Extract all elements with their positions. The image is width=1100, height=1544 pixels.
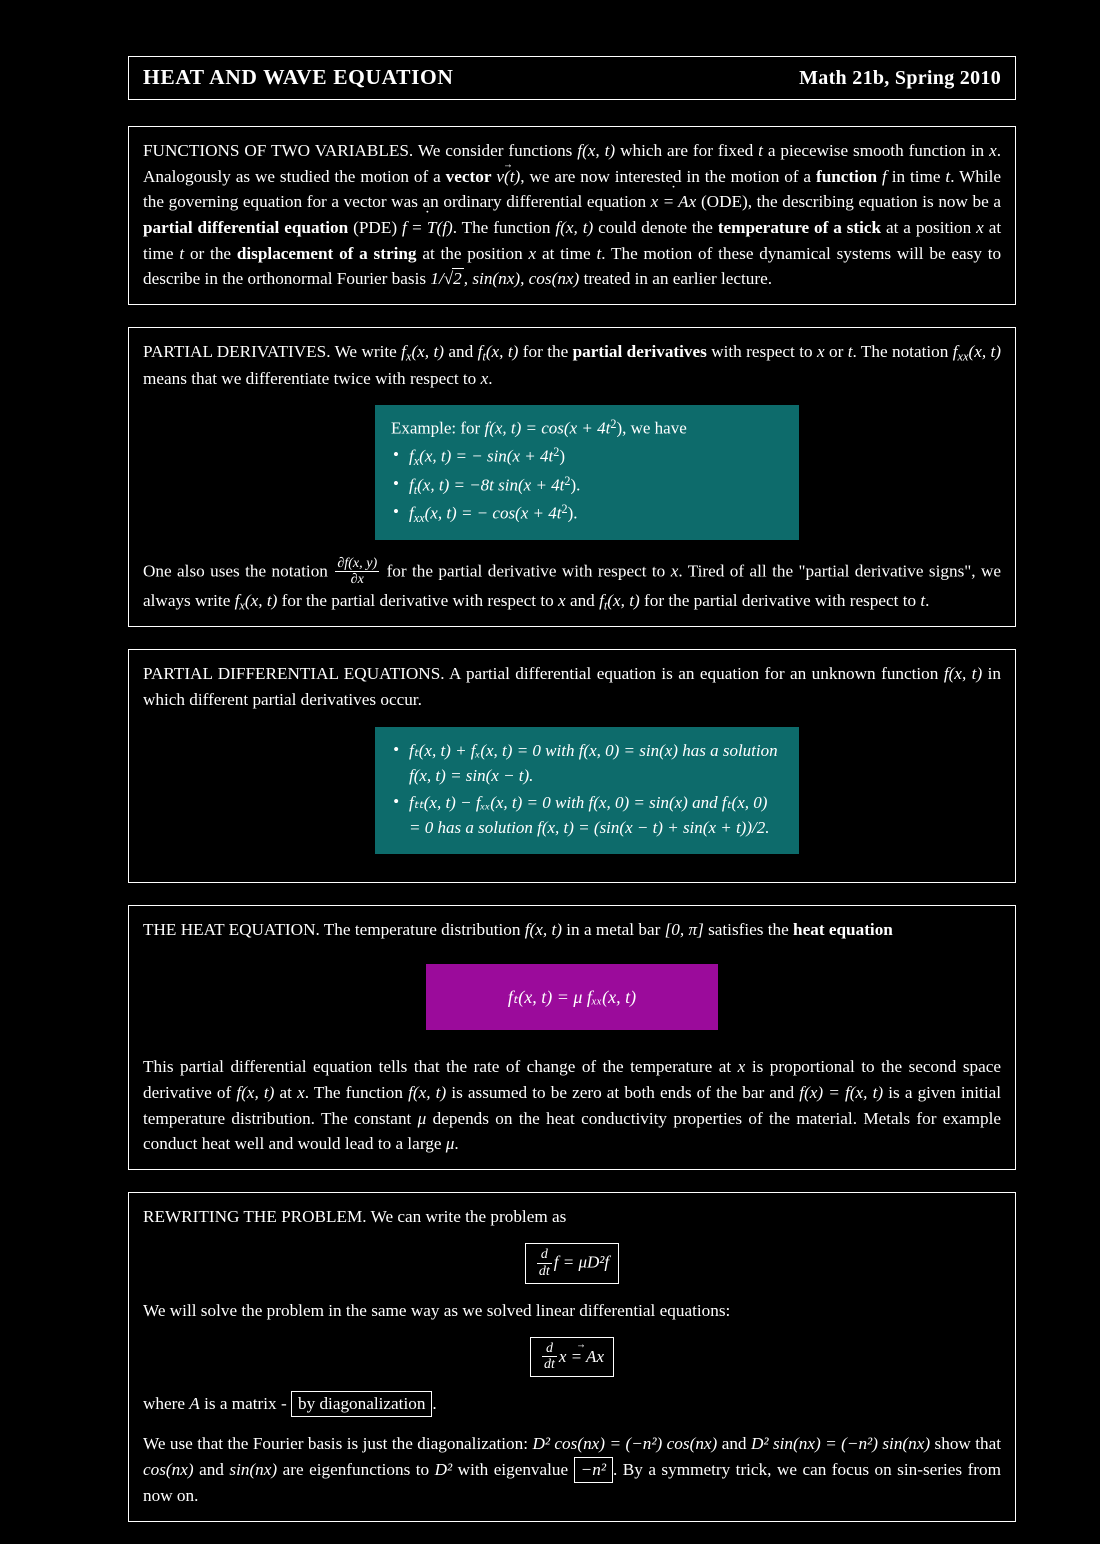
math: f xyxy=(409,446,414,466)
text: where xyxy=(143,1394,185,1414)
math: f xyxy=(599,590,604,610)
math: f xyxy=(409,503,414,523)
section-rewriting-the-problem xyxy=(128,1192,1016,1522)
math: f(x, t) xyxy=(943,664,983,684)
math: D² sin(nx) = (−n²) sin(nx) xyxy=(750,1434,931,1454)
math: μ xyxy=(445,1134,455,1154)
math: (x, t) xyxy=(244,590,278,610)
boxed-term-eigenvalue: −n² xyxy=(574,1457,613,1483)
list-item xyxy=(391,500,783,527)
text: at time xyxy=(143,217,1002,263)
list-item xyxy=(391,472,783,499)
math: x xyxy=(737,1057,746,1077)
text: . The motion of these dynamical systems will be easy to describe in the orthonormal Fourier basis xyxy=(143,243,1002,289)
math: , sin(nx), cos(nx) xyxy=(463,269,580,289)
fraction-numerator: d xyxy=(540,1247,548,1263)
math: t xyxy=(945,166,951,186)
math: (x, t) xyxy=(485,341,519,361)
math-superscript: 2 xyxy=(564,473,571,488)
math: μ xyxy=(417,1108,427,1128)
section-heading: PARTIAL DIFFERENTIAL EQUATIONS. xyxy=(143,664,445,684)
text: treated in an earlier lecture. xyxy=(583,269,773,289)
math: D² xyxy=(434,1460,453,1480)
formula: fₜ(x, t) = μ fₓₓ(x, t) xyxy=(507,986,637,1007)
math: 1/ xyxy=(430,269,444,289)
math-superscript: 2 xyxy=(553,445,560,460)
text: depends on the heat conductivity properties of the material. Metals for example conduct heat well and would lead to a large xyxy=(143,1108,1002,1154)
math-superscript: 2 xyxy=(561,501,568,516)
course-label: Math 21b, Spring 2010 xyxy=(799,67,1001,89)
math: (x, t) xyxy=(411,341,444,361)
text: . Tired of all the "partial derivative signs", we always write xyxy=(143,561,1002,610)
math: f xyxy=(882,166,887,186)
bold-term: temperature of a stick xyxy=(717,217,882,237)
text: at a position xyxy=(886,217,972,237)
math-subscript: xx xyxy=(957,349,969,364)
text: for the partial derivative with respect to xyxy=(281,590,554,610)
math: t xyxy=(596,243,602,263)
math: ) xyxy=(559,446,565,466)
text: satisfies the xyxy=(708,919,789,939)
math-subscript: t xyxy=(482,349,486,364)
math: D² cos(nx) = (−n²) cos(nx) xyxy=(532,1434,718,1454)
fraction-denominator: dt xyxy=(544,1357,555,1373)
text: is a given initial temperature distribution. The constant xyxy=(143,1082,1001,1128)
document-header xyxy=(128,56,1016,100)
math: t xyxy=(920,590,926,610)
math: t xyxy=(179,243,185,263)
text: . The function xyxy=(452,217,551,237)
math: x xyxy=(989,141,997,160)
math-vector: → v(t) xyxy=(496,164,520,190)
example-lead xyxy=(391,415,783,441)
text: at xyxy=(279,1082,292,1102)
example-box-pde xyxy=(375,727,799,854)
text: We will solve the problem in the same way as we solved linear differential equations: xyxy=(143,1300,731,1320)
text: We use that the Fourier basis is just the diagonalization: xyxy=(143,1434,528,1454)
section-heading: THE HEAT EQUATION. xyxy=(143,919,320,939)
math: (x, t) = −8t sin(x + 4t xyxy=(417,475,565,495)
text: A partial differential equation is an equation for an unknown function xyxy=(449,664,939,684)
math: x xyxy=(670,561,679,581)
math: f xyxy=(477,341,483,361)
section-functions-of-two-variables: FUNCTIONS OF TWO VARIABLES. We consider functions f(x, t) which are for fixed t a piecewise smooth function in x. Analogously as we studied the motion of a vector → v(t), we are now interested in the motion of a function f in time t. While the governing equation for a vector was an ordinary differential equation ˙ x = Ax (ODE), the describing equation is now be a partial differential equation (PDE) ˙ f = T(f). The function f(x, t) could denote the temperature of a stick at a position x at time t or the displacement of a string at the position x at time t. The motion of these dynamical systems will be easy to describe in the orthonormal Fourier basis 1/√2 , sin(nx), cos(nx) treated in an earlier lecture. xyxy=(128,126,1016,305)
text: We can write the problem as xyxy=(370,1206,567,1226)
math: ). xyxy=(567,503,578,523)
math: t xyxy=(758,141,763,160)
math-subscript: x xyxy=(413,454,420,469)
bold-term: displacement of a string xyxy=(236,243,417,263)
formula-row-1 xyxy=(143,1243,1001,1283)
text: ), we have xyxy=(616,418,687,438)
text: The temperature distribution xyxy=(323,919,521,939)
math: cos(nx) xyxy=(143,1460,194,1480)
bold-term: vector xyxy=(445,166,492,186)
math: x xyxy=(976,217,984,237)
math: f(x, t) xyxy=(577,141,616,160)
text: is a matrix - xyxy=(204,1394,287,1414)
document-sheet xyxy=(128,56,1016,1544)
math: [0, π] xyxy=(664,919,704,939)
text: which are for fixed xyxy=(620,141,754,160)
math: f xyxy=(401,341,406,361)
text: or xyxy=(829,341,844,361)
formula-row-2 xyxy=(143,1337,1001,1377)
math: ˙ f = T(f) xyxy=(402,215,453,241)
math-fraction xyxy=(537,1247,552,1278)
math: A xyxy=(189,1394,200,1414)
math: sin(nx) xyxy=(229,1460,278,1480)
text: are eigenfunctions to xyxy=(282,1460,430,1480)
text: and xyxy=(569,590,595,610)
text: and xyxy=(721,1434,747,1454)
math-subscript: x xyxy=(239,598,245,612)
fraction-numerator: ∂f(x, y) xyxy=(337,555,378,572)
math: x xyxy=(558,590,566,610)
text: We write xyxy=(334,341,397,361)
math: (x, t) xyxy=(607,590,640,610)
math: x xyxy=(297,1082,305,1102)
bold-term: function xyxy=(815,166,878,186)
text: . The function xyxy=(304,1082,403,1102)
math-fraction xyxy=(542,1341,557,1372)
math-superscript: 2 xyxy=(610,417,617,432)
section-heading: REWRITING THE PROBLEM. xyxy=(143,1206,367,1226)
math: (x, t) = − cos(x + 4t xyxy=(424,503,562,523)
text: Example: for xyxy=(391,418,481,438)
text: This partial differential equation tells that the rate of change of the temperature at xyxy=(143,1057,732,1077)
math: f(x, t) xyxy=(524,919,562,939)
text: show that xyxy=(934,1434,1002,1454)
section-heading: PARTIAL DERIVATIVES. xyxy=(143,341,331,361)
math: f(x) = f(x, t) xyxy=(799,1082,884,1102)
math: f(x, t) xyxy=(555,217,594,237)
formula: → x = Ax xyxy=(559,1346,604,1368)
formula: f = μD²f xyxy=(553,1252,610,1272)
text: in time xyxy=(891,166,941,186)
math: ). xyxy=(570,475,581,495)
math: f xyxy=(234,590,240,610)
bold-term: heat equation xyxy=(793,919,893,939)
math: f(x, t) = cos(x + 4t xyxy=(484,418,611,438)
math-subscript: t xyxy=(603,598,608,612)
text: (PDE) xyxy=(353,217,398,237)
text: with respect to xyxy=(711,341,813,361)
page-title: HEAT AND WAVE EQUATION xyxy=(143,65,454,89)
fraction-denominator: dt xyxy=(538,1263,550,1279)
text: for the partial derivative with respect to xyxy=(386,561,666,581)
math: f xyxy=(952,341,958,361)
math: ˙ x = Ax xyxy=(651,189,697,215)
heat-equation-formula-box xyxy=(426,964,718,1030)
text: a piecewise smooth function in xyxy=(767,141,985,160)
text: One also uses the notation xyxy=(143,561,328,581)
text: could denote the xyxy=(598,217,713,237)
text: and xyxy=(199,1460,224,1480)
text: . While the governing equation for a vector was an ordinary differential equation xyxy=(143,166,1002,212)
text: . xyxy=(925,590,930,610)
math-subscript: t xyxy=(413,482,418,497)
math: (x, t) = − sin(x + 4t xyxy=(419,446,554,466)
math: f(x, t) xyxy=(408,1082,447,1102)
bold-term: partial derivatives xyxy=(572,341,707,361)
section-partial-derivatives xyxy=(128,327,1016,628)
fraction-denominator: ∂x xyxy=(335,571,379,587)
math: (x, t) xyxy=(968,341,1002,361)
text: and xyxy=(448,341,474,361)
text: is proportional to the second space derivative of xyxy=(143,1057,1002,1102)
math-subscript: xx xyxy=(413,510,425,525)
text: . xyxy=(432,1394,437,1414)
example-box-partial-derivatives xyxy=(375,405,799,540)
text: in which different partial derivatives occur. xyxy=(143,664,1001,710)
math: f(x, t) xyxy=(236,1082,275,1102)
text: for the partial derivative with respect to xyxy=(644,590,917,610)
list-item: • fₜ(x, t) + fₓ(x, t) = 0 with f(x, 0) = sin(x) has a solution f(x, t) = sin(x − t). xyxy=(391,738,783,789)
section-heat-equation xyxy=(128,905,1016,1170)
section-partial-differential-equations xyxy=(128,649,1016,882)
math-fraction xyxy=(335,556,379,587)
text: with eigenvalue xyxy=(457,1460,569,1480)
text: means that we differentiate twice with respect to xyxy=(143,368,477,388)
text: , we are now interested in the motion of a xyxy=(520,166,812,186)
text: . By a symmetry trick, we can focus on sin-series from now on. xyxy=(143,1460,1001,1506)
math: x xyxy=(480,368,489,388)
text: is assumed to be zero at both ends of the bar and xyxy=(451,1082,795,1102)
text: . Analogously as we studied the motion of a xyxy=(143,141,1002,186)
text: or the xyxy=(189,243,232,263)
text: . The notation xyxy=(852,341,949,361)
math: f xyxy=(409,475,414,495)
text: . xyxy=(488,368,493,388)
section-heading: FUNCTIONS OF TWO VARIABLES. xyxy=(143,141,414,160)
framed-formula-2 xyxy=(530,1337,614,1377)
text: in a metal bar xyxy=(566,919,661,939)
framed-formula-1 xyxy=(525,1243,619,1283)
fraction-numerator: d xyxy=(545,1341,553,1357)
math: t xyxy=(847,341,853,361)
boxed-term-diagonalization: by diagonalization xyxy=(291,1391,432,1417)
math: x xyxy=(816,341,825,361)
text: (ODE), the describing equation is now be a xyxy=(700,192,1002,212)
text: at the position xyxy=(422,243,523,263)
text: . xyxy=(454,1134,459,1154)
math-subscript: x xyxy=(405,349,412,364)
math: x xyxy=(528,243,537,263)
text: at time xyxy=(541,243,591,263)
list-item: • fₜₜ(x, t) − fₓₓ(x, t) = 0 with f(x, 0) = sin(x) and fₜ(x, 0) = 0 has a solution f(x, t) = (sin(x − t) + sin(x + t))/2. xyxy=(391,790,783,841)
list-item xyxy=(391,443,783,470)
math: 2 xyxy=(453,269,462,289)
bold-term: partial differential equation xyxy=(143,217,349,237)
text: for the xyxy=(522,341,569,361)
text: We consider functions xyxy=(417,141,573,160)
